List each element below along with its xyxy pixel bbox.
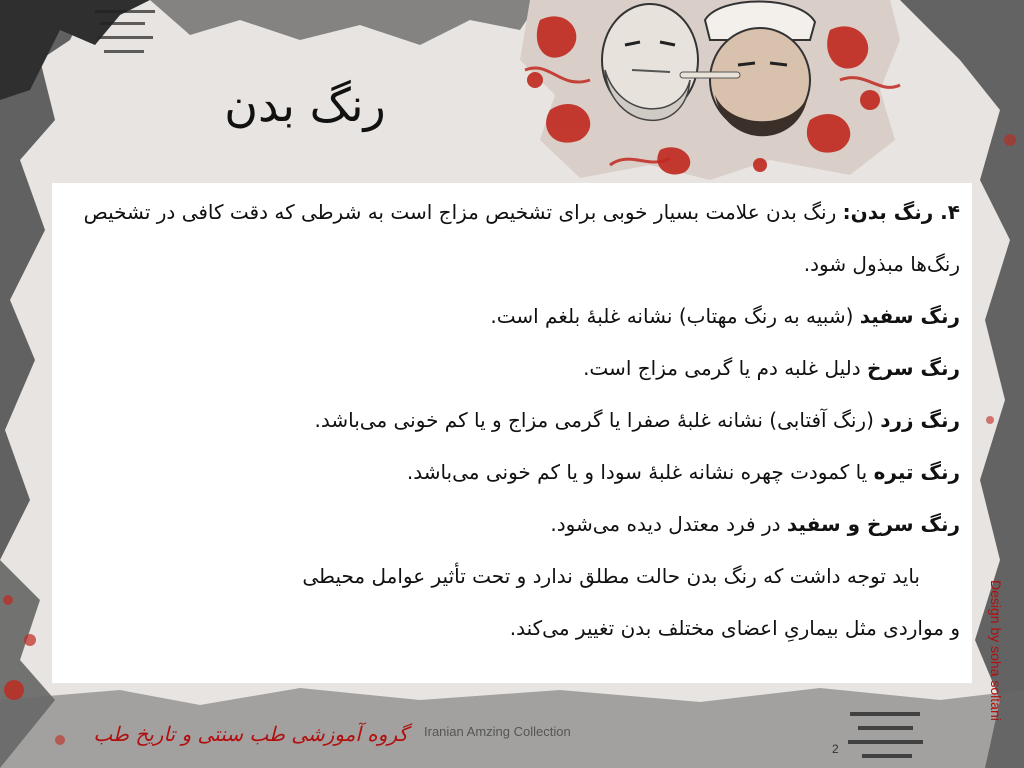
paragraph-body-color xyxy=(66,186,960,290)
page-number: 2 xyxy=(832,742,839,756)
paragraph-note-line-1 xyxy=(66,550,960,602)
footer-group-name: گروه آموزشی طب سنتی و تاریخ طب xyxy=(93,722,408,746)
bold-term: رنگ زرد xyxy=(880,408,960,432)
paragraph-yellow-color xyxy=(66,394,960,446)
paragraph-text: رنگ بدن علامت بسیار خوبی برای تشخیص مزاج است به شرطی که دقت کافی در تشخیص رنگ‌ها مبذول شود. xyxy=(83,200,960,276)
paragraph-text: (شبیه به رنگ مهتاب) نشانه غلبهٔ بلغم است. xyxy=(490,304,860,328)
paragraph-text: دلیل غلبه دم یا گرمی مزاج است. xyxy=(583,356,867,380)
slide-title: رنگ بدن xyxy=(224,78,386,132)
paragraph-text: یا کمودت چهره نشانه غلبهٔ سودا و یا کم خونی می‌باشد. xyxy=(406,460,874,484)
paragraph-red-white-color xyxy=(66,498,960,550)
slide-body xyxy=(66,186,960,654)
bold-term: رنگ سفید xyxy=(859,304,960,328)
footer-collection-name: Iranian Amzing Collection xyxy=(424,724,571,739)
paragraph-red-color xyxy=(66,342,960,394)
paragraph-note-line-2 xyxy=(66,602,960,654)
paragraph-text: در فرد معتدل دیده می‌شود. xyxy=(550,512,787,536)
designer-credit: Design by soha soltani xyxy=(988,580,1004,721)
bold-term: ۴. رنگ بدن: xyxy=(842,200,960,224)
paragraph-text: (رنگ آفتابی) نشانه غلبهٔ صفرا یا گرمی مزاج و یا کم خونی می‌باشد. xyxy=(314,408,881,432)
bold-term: رنگ سرخ و سفید xyxy=(786,512,960,536)
bold-term: رنگ سرخ xyxy=(867,356,960,380)
paragraph-text: باید توجه داشت که رنگ بدن حالت مطلق ندارد و تحت تأثیر عوامل محیطی xyxy=(302,564,920,588)
header-illustration-icon xyxy=(510,0,910,180)
paragraph-white-color xyxy=(66,290,960,342)
paragraph-dark-color xyxy=(66,446,960,498)
bold-term: رنگ تیره xyxy=(873,460,960,484)
paragraph-text: و مواردی مثل بیماریِ اعضای مختلف بدن تغییر می‌کند. xyxy=(509,616,960,640)
